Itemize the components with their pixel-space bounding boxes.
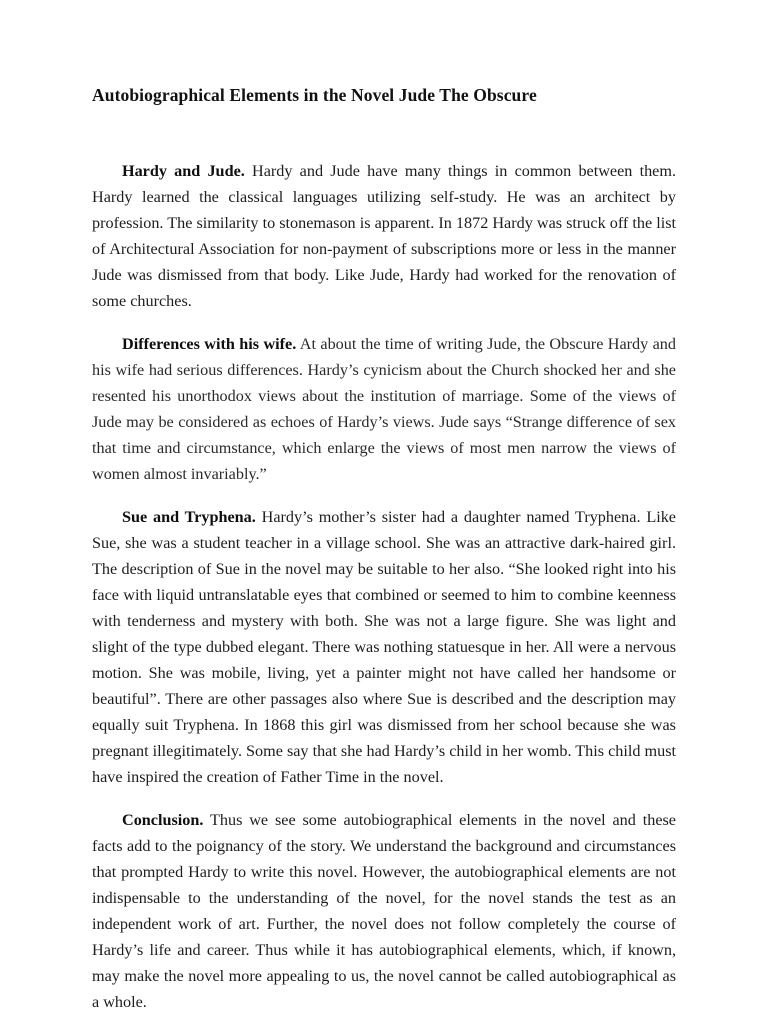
paragraph-differences-with-his-wife xyxy=(92,331,676,487)
document-content xyxy=(92,84,676,1015)
paragraph-body: At about the time of writing Jude, the Obscure Hardy and his wife had serious differences. Hardy’s cynicism about the Church shocked her and she resented his unorthodox views about the institution of marriage. Some of the views of Jude may be considered as echoes of Hardy’s views. Jude says “Strange difference of sex that time and circumstance, which enlarge the views of most men narrow the views of women almost invariably.” xyxy=(92,335,676,483)
paragraph-body: Thus we see some autobiographical elements in the novel and these facts add to the poignancy of the story. We understand the background and circumstances that prompted Hardy to write this novel. However, the autobiographical elements are not indispensable to the understanding of the novel, for the novel stands the test as an independent work of art. Further, the novel does not follow completely the course of Hardy’s life and career. Thus while it has autobiographical elements, which, if known, may make the novel more appealing to us, the novel cannot be called autobiographical as a whole. xyxy=(92,811,676,1011)
paragraph-lead-in: Conclusion. xyxy=(122,811,204,829)
paragraph-sue-and-tryphena xyxy=(92,504,676,790)
paragraph-lead-in: Differences with his wife. xyxy=(122,335,297,353)
paragraph-lead-in: Sue and Tryphena. xyxy=(122,508,256,526)
page-title: Autobiographical Elements in the Novel Jude The Obscure xyxy=(92,85,537,105)
paragraph-lead-in: Hardy and Jude. xyxy=(122,162,245,180)
paragraph-body: Hardy and Jude have many things in common between them. Hardy learned the classical languages utilizing self-study. He was an architect by profession. The similarity to stonemason is apparent. In 1872 Hardy was struck off the list of Architectural Association for non-payment of subscriptions more or less in the manner Jude was dismissed from that body. Like Jude, Hardy had worked for the renovation of some churches. xyxy=(92,162,676,310)
paragraph-hardy-and-jude xyxy=(92,158,676,314)
paragraph-conclusion xyxy=(92,807,676,1015)
paragraph-body: Hardy’s mother’s sister had a daughter named Tryphena. Like Sue, she was a student teacher in a village school. She was an attractive dark-haired girl. The description of Sue in the novel may be suitable to her also. “She looked right into his face with liquid untranslatable eyes that combined or seemed to him to combine keenness with tenderness and mystery with both. She was not a large figure. She was light and slight of the type dubbed elegant. There was nothing statuesque in her. All were a nervous motion. She was mobile, living, yet a painter might not have called her handsome or beautiful”. There are other passages also where Sue is described and the description may equally suit Tryphena. In 1868 this girl was dismissed from her school because she was pregnant illegitimately. Some say that she had Hardy’s child in her womb. This child must have inspired the creation of Father Time in the novel. xyxy=(92,508,676,786)
